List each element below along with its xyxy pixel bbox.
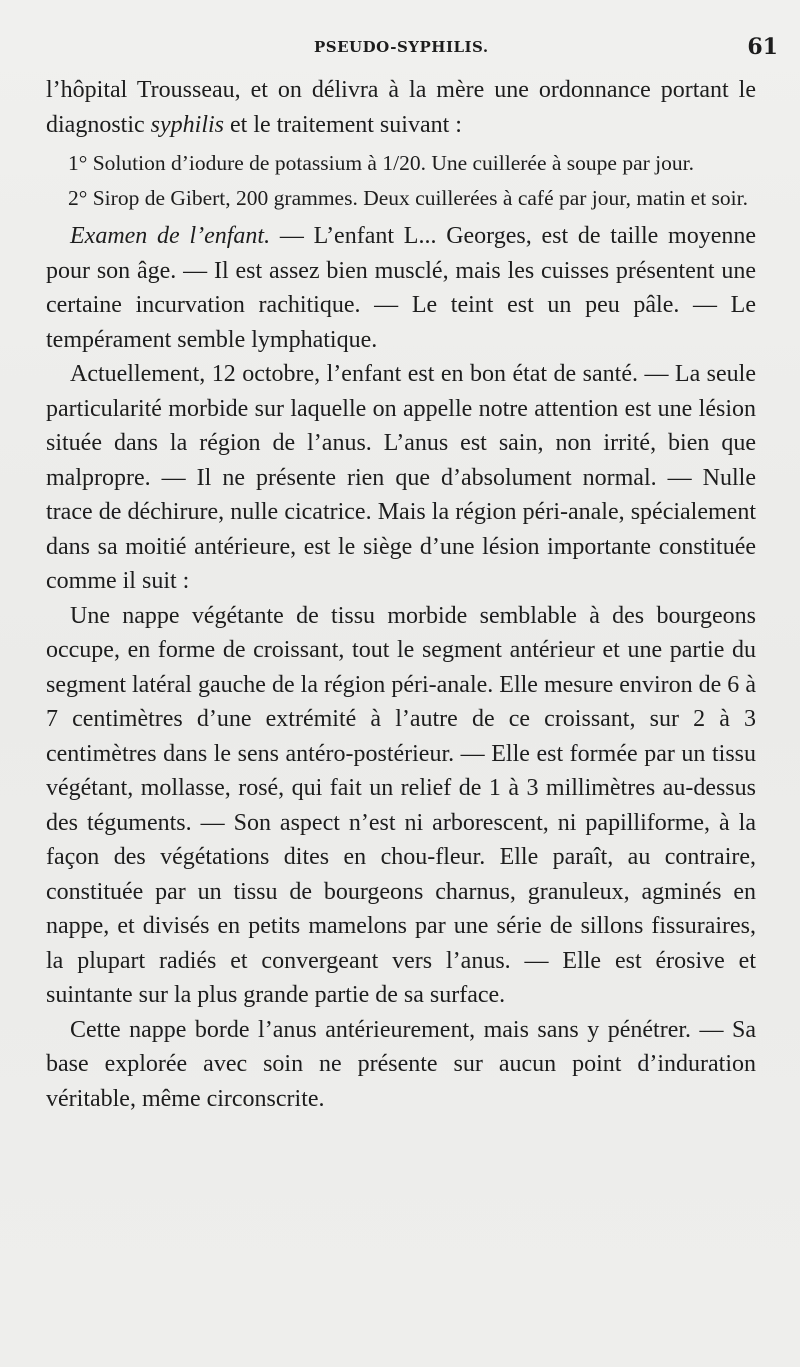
paragraph-examen-text: — L’enfant L... Georges, est de taille moyenne pour son âge. — Il est assez bien musclé, mais les cuisses présentent une certaine incurvation rachitique. — Le teint est un peu pâle. — Le tempérament semble lymphatique.: [46, 223, 756, 353]
paragraph-ordonnance-end: et le traitement suivant :: [224, 111, 462, 138]
running-head: PSEUDO-SYPHILIS.: [314, 38, 489, 56]
paragraph-examen: [46, 219, 756, 357]
section-heading-examen: Examen de l’enfant.: [70, 223, 271, 249]
paragraph-nappe: Une nappe végétante de tissu morbide semblable à des bourgeons occupe, en forme de croissant, tout le segment antérieur et une partie du segment latéral gauche de la région péri-anale. Elle mesure environ de 6 à 7 centimètres d’une extrémité à l’autre de ce croissant, sur 2 à 3 centimètres dans le sens antéro-postérieur. — Elle est formée par un tissu végétant, mollasse, rosé, qui fait un relief de 1 à 3 millimètres au-dessus des téguments. — Son aspect n’est ni arborescent, ni papilliforme, à la façon des végétations dites en chou-fleur. Elle paraît, au contraire, constituée par un tissu de bourgeons charnus, granuleux, agminés en nappe, et divisés en petits mamelons par une série de sillons fissuraires, la plupart radiés et convergeant vers l’anus. — Elle est érosive et suintante sur la plus grande partie de sa surface.: [46, 602, 756, 1008]
page-number: 61: [747, 34, 778, 60]
paragraph-cette-nappe: Cette nappe borde l’anus antérieurement, mais sans y pénétrer. — Sa base explorée avec soin ne présente sur aucun point d’induration véritable, même circonscrite.: [46, 1016, 756, 1112]
body-text: [46, 73, 756, 1116]
italic-syphilis: syphilis: [150, 111, 224, 138]
paragraph-ordonnance: [46, 73, 756, 142]
page-header: [0, 36, 800, 66]
prescription-list: [46, 148, 756, 213]
prescription-item: 1° Solution d’iodure de potassium à 1/20. Une cuillerée à soupe par jour.: [68, 151, 694, 175]
paragraph-actuellement: Actuellement, 12 octobre, l’enfant est en bon état de santé. — La seule particularité morbide sur laquelle on appelle notre attention est une lésion située dans la région de l’anus. L’anus est sain, non irrité, bien que malpropre. — Il ne présente rien que d’absolument normal. — Nulle trace de déchirure, nulle cicatrice. Mais la région péri-anale, spécialement dans sa moitié antérieure, est le siège d’une lésion importante constituée comme il suit :: [46, 361, 756, 594]
prescription-item: 2° Sirop de Gibert, 200 grammes. Deux cuillerées à café par jour, matin et soir.: [68, 185, 749, 210]
paragraph-ordonnance-text: l’hôpital Trousseau, et on délivra à la mère une ordonnance portant le diagnostic: [46, 77, 756, 138]
